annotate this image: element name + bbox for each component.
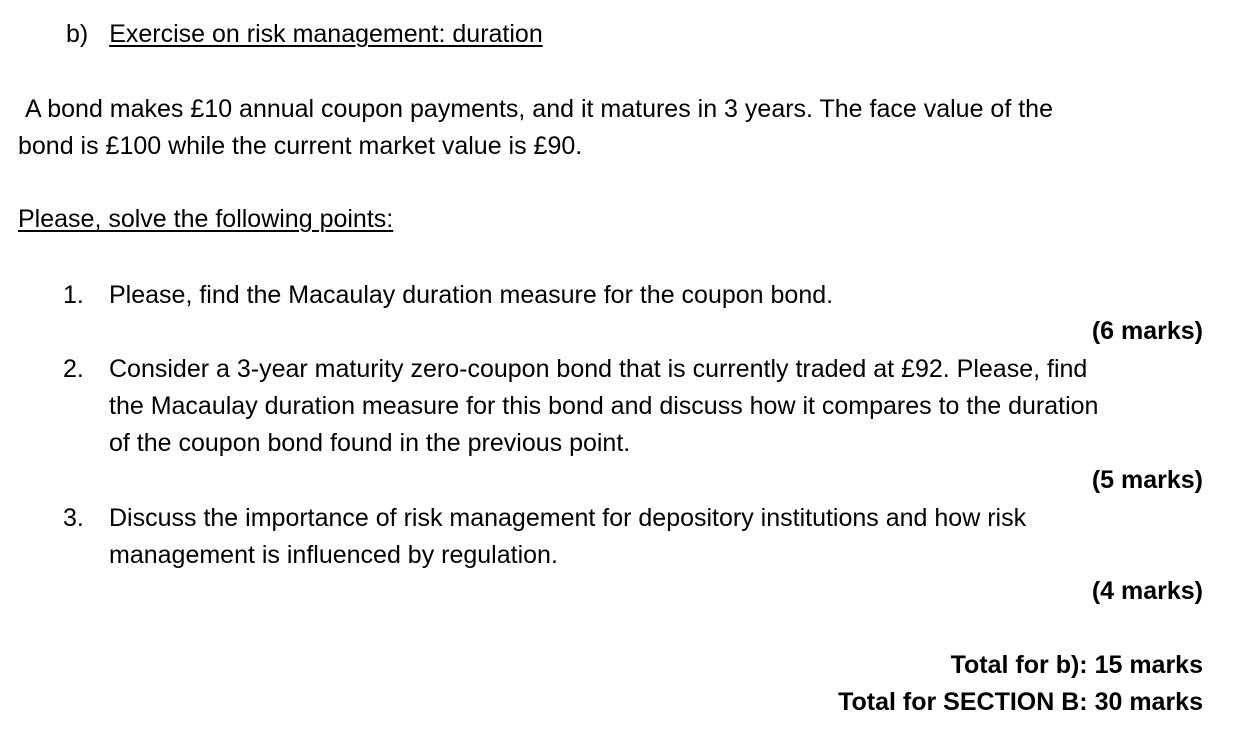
question-text-line: Discuss the importance of risk management for depository institutions and how risk xyxy=(109,504,1027,532)
question-marks: (4 marks) xyxy=(1091,577,1203,605)
question-marks: (6 marks) xyxy=(1091,317,1203,345)
section-label: b) xyxy=(66,20,89,48)
question-text-line: management is influenced by regulation. xyxy=(109,541,558,569)
intro-line-1: A bond makes £10 annual coupon payments, and it matures in 3 years. The face value of the xyxy=(25,95,1053,123)
instruction: Please, solve the following points: xyxy=(18,205,394,233)
question-text-line: Consider a 3-year maturity zero-coupon bond that is currently traded at £92. Please, find xyxy=(109,355,1088,383)
question-text-line: Please, find the Macaulay duration measure for the coupon bond. xyxy=(109,281,834,309)
section-heading xyxy=(66,20,543,49)
question-number: 3. xyxy=(63,504,84,532)
question-text-line: of the coupon bond found in the previous point. xyxy=(109,429,631,457)
question-number: 1. xyxy=(63,281,84,309)
question-marks: (5 marks) xyxy=(1091,466,1203,494)
question-number: 2. xyxy=(63,355,84,383)
total-part-b: Total for b): 15 marks xyxy=(950,651,1203,679)
intro-line-2: bond is £100 while the current market value is £90. xyxy=(18,132,583,160)
section-title: Exercise on risk management: duration xyxy=(109,20,543,48)
total-section-b: Total for SECTION B: 30 marks xyxy=(838,688,1203,716)
question-text-line: the Macaulay duration measure for this bond and discuss how it compares to the duration xyxy=(109,392,1099,420)
